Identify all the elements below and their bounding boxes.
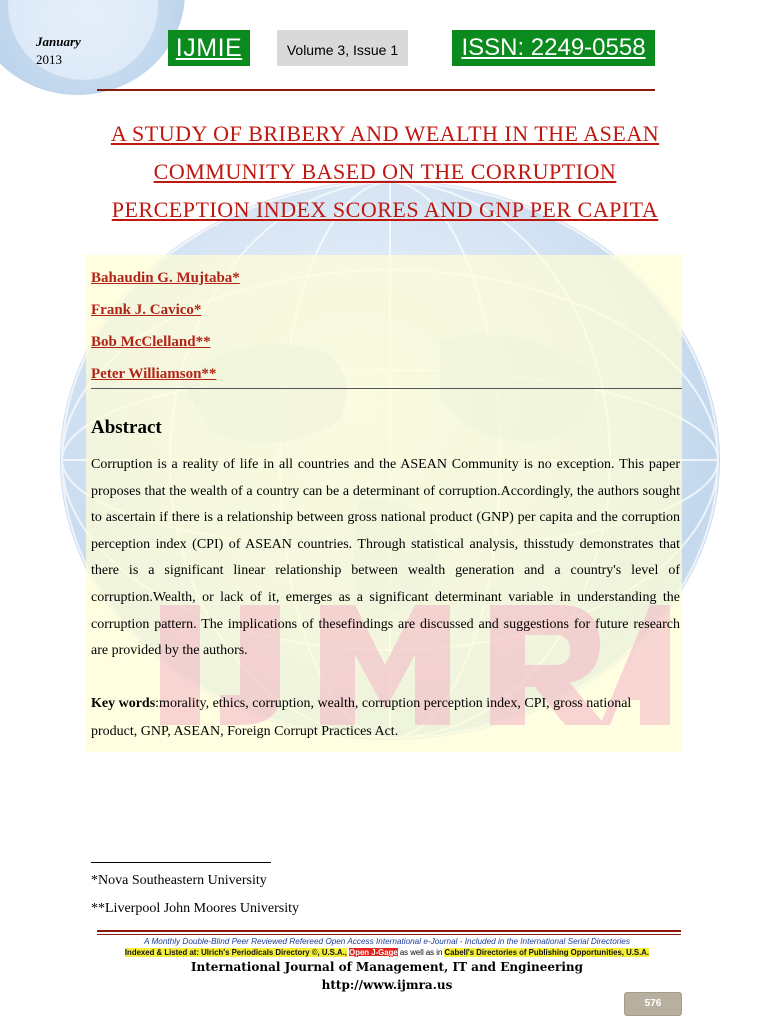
author-name: Bob McClelland** [91, 334, 211, 350]
open-jgage-link[interactable]: Open J-Gage [349, 948, 398, 957]
journal-name: International Journal of Management, IT and Engineering [190, 960, 584, 974]
issue-date [36, 33, 81, 69]
as-well-as-text: as well as in [397, 948, 445, 957]
issue-month: January [36, 34, 81, 49]
page-number: 576 [624, 992, 682, 1016]
keywords-text: :morality, ethics, corruption, wealth, corruption perception index, CPI, gross national product, GNP, ASEAN, Foreign Corrupt Practices Act. [91, 696, 632, 739]
abstract-heading: Abstract [91, 417, 162, 438]
section-divider [91, 388, 682, 389]
issue-year: 2013 [36, 52, 62, 67]
footnote-affiliation: *Nova Southeastern University [91, 873, 267, 888]
title-line: A STUDY OF BRIBERY AND WEALTH IN THE ASEAN [110, 121, 660, 146]
footnote-affiliation: **Liverpool John Moores University [91, 901, 300, 916]
journal-abbr: IJMIE [175, 34, 243, 62]
author-list [91, 262, 240, 390]
volume-issue-badge: Volume 3, Issue 1 [277, 30, 408, 66]
author-name: Peter Williamson** [91, 366, 217, 382]
keywords [91, 690, 680, 746]
abstract-text: Corruption is a reality of life in all countries and the ASEAN Community is no exception. This paper proposes that the wealth of a country can be a determinant of corruption.Accordingly, the authors sought to ascertain if there is a relationship between gross national product (GNP) per capita and the corruption perception index (CPI) of ASEAN countries. Through statistical analysis, thisstudy demonstrates that there is a significant linear relationship between wealth generation and a country's level of corruption.Wealth, or lack of it, emerges as a significant determinant variable in understanding the corruption pattern. The implications of thesefindings are discussed and suggestions for future research are provided by the authors. [91, 457, 680, 659]
footnote-divider [91, 862, 271, 863]
title-line: COMMUNITY BASED ON THE CORRUPTION [153, 159, 617, 184]
paper-title [60, 115, 710, 229]
header-divider [97, 89, 655, 91]
footer-description: A Monthly Double-Blind Peer Reviewed Refereed Open Access International e-Journal - Included in the International Serial Directories [144, 937, 630, 946]
author-name: Bahaudin G. Mujtaba* [91, 270, 240, 286]
cabell-directory: Cabell's Directories of Publishing Opportunities, U.S.A. [444, 948, 650, 957]
issn-badge: ISSN: 2249-0558 [452, 30, 655, 66]
footer-divider-thin [97, 934, 681, 935]
indexed-prefix: Indexed & Listed at: Ulrich's Periodicals Directory ©, U.S.A., [124, 948, 347, 957]
author-name: Frank J. Cavico* [91, 302, 202, 318]
footer-divider [97, 930, 681, 932]
journal-url[interactable]: http://www.ijmra.us [321, 978, 453, 992]
title-line: PERCEPTION INDEX SCORES AND GNP PER CAPITA [111, 197, 659, 222]
keywords-label: Key words [91, 696, 156, 711]
footer-indexing [92, 948, 682, 957]
journal-abbr-badge [168, 30, 250, 66]
